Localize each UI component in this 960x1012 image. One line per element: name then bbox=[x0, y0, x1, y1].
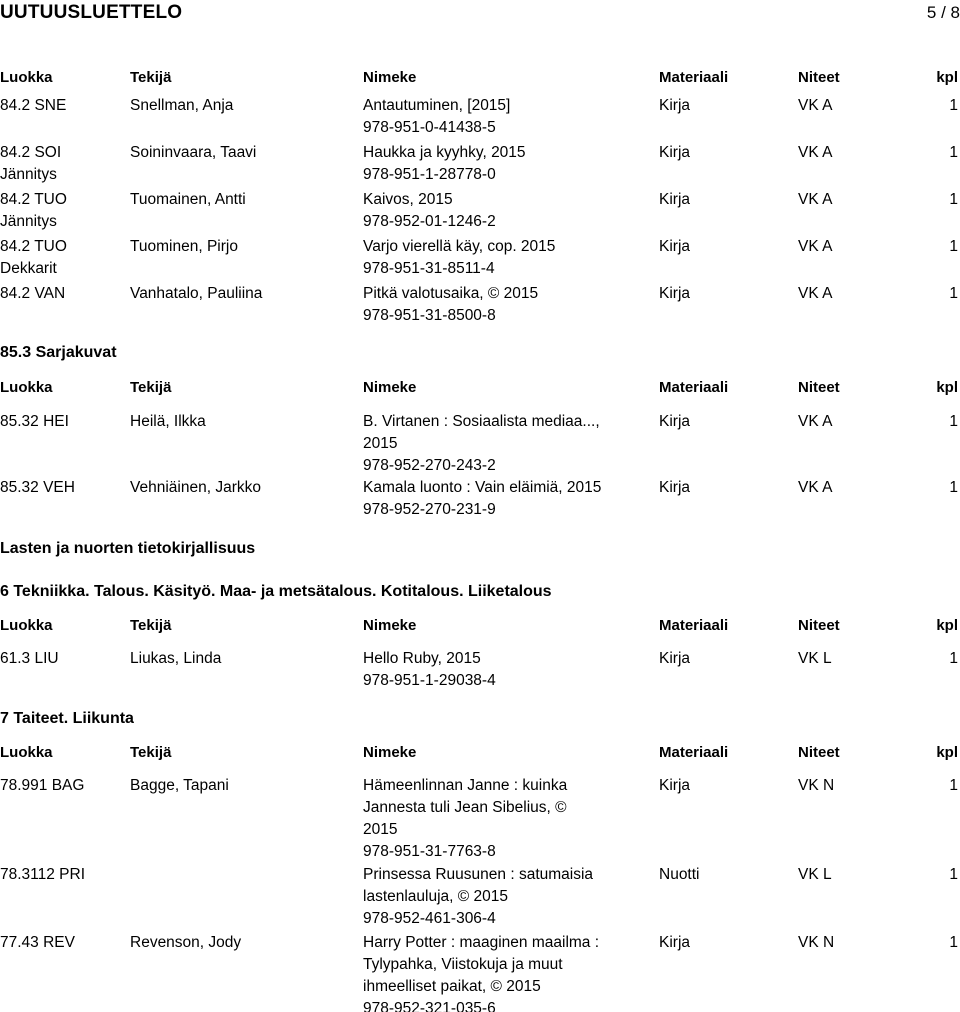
cell-kpl: 1 bbox=[949, 191, 958, 208]
cell-luokka bbox=[0, 283, 125, 305]
cell-nimeke-line: Jannesta tuli Jean Sibelius, © bbox=[363, 799, 567, 816]
cell-niteet: VK L bbox=[798, 866, 832, 883]
cell-nimeke bbox=[363, 775, 648, 863]
cell-niteet: VK A bbox=[798, 238, 833, 255]
column-header-row bbox=[0, 742, 960, 764]
cell-kpl: 1 bbox=[949, 866, 958, 883]
cell-luokka-line: Jännitys bbox=[0, 166, 57, 183]
cell-kpl: 1 bbox=[949, 97, 958, 114]
cell-nimeke-line: 978-952-01-1246-2 bbox=[363, 213, 496, 230]
cell-materiaali: Kirja bbox=[659, 144, 691, 161]
cell-niteet: VK A bbox=[798, 191, 833, 208]
cell-tekija: Snellman, Anja bbox=[130, 97, 234, 114]
col-header-niteet: Niteet bbox=[798, 379, 840, 396]
cell-luokka bbox=[0, 648, 125, 670]
cell-nimeke-line: 978-951-31-8500-8 bbox=[363, 307, 496, 324]
cell-tekija: Vanhatalo, Pauliina bbox=[130, 285, 263, 302]
col-header-niteet: Niteet bbox=[798, 744, 840, 761]
cell-tekija: Heilä, Ilkka bbox=[130, 413, 206, 430]
cell-nimeke bbox=[363, 932, 648, 1012]
cell-nimeke bbox=[363, 236, 648, 280]
cell-luokka-line: 84.2 SNE bbox=[0, 97, 67, 114]
cell-nimeke-line: Antautuminen, [2015] bbox=[363, 97, 511, 114]
cell-nimeke-line: Kaivos, 2015 bbox=[363, 191, 453, 208]
cell-luokka bbox=[0, 864, 125, 886]
col-header-kpl: kpl bbox=[936, 69, 958, 86]
cell-luokka-line: 84.2 SOI bbox=[0, 144, 62, 161]
cell-nimeke-line: Tylypahka, Viistokuja ja muut bbox=[363, 956, 563, 973]
cell-luokka-line: 61.3 LIU bbox=[0, 650, 59, 667]
cell-kpl: 1 bbox=[949, 479, 958, 496]
cell-luokka-line: 84.2 TUO bbox=[0, 191, 67, 208]
cell-materiaali: Kirja bbox=[659, 285, 691, 302]
cell-materiaali: Kirja bbox=[659, 191, 691, 208]
col-header-luokka: Luokka bbox=[0, 744, 53, 761]
col-header-kpl: kpl bbox=[936, 744, 958, 761]
cell-materiaali: Kirja bbox=[659, 777, 691, 794]
cell-tekija: Bagge, Tapani bbox=[130, 777, 229, 794]
col-header-nimeke: Nimeke bbox=[363, 744, 417, 761]
cell-niteet: VK N bbox=[798, 777, 835, 794]
cell-nimeke-line: 978-952-461-306-4 bbox=[363, 910, 496, 927]
cell-nimeke-line: lastenlauluja, © 2015 bbox=[363, 888, 508, 905]
cell-nimeke bbox=[363, 648, 648, 692]
cell-nimeke-line: Prinsessa Ruusunen : satumaisia bbox=[363, 866, 594, 883]
cell-nimeke-line: Pitkä valotusaika, © 2015 bbox=[363, 285, 539, 302]
col-header-luokka: Luokka bbox=[0, 69, 53, 86]
cell-nimeke bbox=[363, 477, 648, 521]
cell-luokka-line: Jännitys bbox=[0, 213, 57, 230]
cell-nimeke-line: B. Virtanen : Sosiaalista mediaa..., bbox=[363, 413, 600, 430]
page-number: 5 / 8 bbox=[926, 3, 960, 22]
cell-tekija: Tuominen, Pirjo bbox=[130, 238, 238, 255]
cell-nimeke-line: 978-952-270-231-9 bbox=[363, 501, 496, 518]
col-header-nimeke: Nimeke bbox=[363, 379, 417, 396]
cell-materiaali: Kirja bbox=[659, 413, 691, 430]
cell-niteet: VK A bbox=[798, 97, 833, 114]
column-header-row bbox=[0, 615, 960, 637]
section-title-sarjakuvat: 85.3 Sarjakuvat bbox=[0, 344, 117, 361]
cell-tekija: Liukas, Linda bbox=[130, 650, 222, 667]
cell-luokka bbox=[0, 411, 125, 433]
cell-nimeke-line: Hämeenlinnan Janne : kuinka bbox=[363, 777, 568, 794]
cell-kpl: 1 bbox=[949, 144, 958, 161]
document-title: UUTUUSLUETTELO bbox=[0, 2, 183, 23]
cell-nimeke-line: Haukka ja kyyhky, 2015 bbox=[363, 144, 526, 161]
cell-luokka-line: 84.2 TUO bbox=[0, 238, 67, 255]
col-header-materiaali: Materiaali bbox=[659, 744, 729, 761]
col-header-luokka: Luokka bbox=[0, 379, 53, 396]
col-header-materiaali: Materiaali bbox=[659, 69, 729, 86]
cell-nimeke-line: 978-951-0-41438-5 bbox=[363, 119, 496, 136]
cell-nimeke-line: 2015 bbox=[363, 821, 398, 838]
cell-tekija: Soininvaara, Taavi bbox=[130, 144, 257, 161]
cell-kpl: 1 bbox=[949, 238, 958, 255]
cell-tekija: Revenson, Jody bbox=[130, 934, 242, 951]
cell-materiaali: Kirja bbox=[659, 97, 691, 114]
col-header-nimeke: Nimeke bbox=[363, 617, 417, 634]
col-header-luokka: Luokka bbox=[0, 617, 53, 634]
cell-nimeke-line: 978-951-31-8511-4 bbox=[363, 260, 495, 277]
cell-luokka-line: 84.2 VAN bbox=[0, 285, 66, 302]
col-header-kpl: kpl bbox=[936, 379, 958, 396]
cell-nimeke-line: ihmeelliset paikat, © 2015 bbox=[363, 978, 541, 995]
cell-kpl: 1 bbox=[949, 650, 958, 667]
cell-niteet: VK N bbox=[798, 934, 835, 951]
cell-luokka bbox=[0, 189, 125, 233]
cell-niteet: VK A bbox=[798, 413, 833, 430]
cell-nimeke bbox=[363, 142, 648, 186]
cell-nimeke bbox=[363, 864, 648, 930]
col-header-kpl: kpl bbox=[936, 617, 958, 634]
cell-nimeke-line: Hello Ruby, 2015 bbox=[363, 650, 481, 667]
cell-niteet: VK A bbox=[798, 144, 833, 161]
cell-luokka-line: 77.43 REV bbox=[0, 934, 75, 951]
col-header-tekija: Tekijä bbox=[130, 379, 172, 396]
cell-materiaali: Kirja bbox=[659, 238, 691, 255]
cell-nimeke bbox=[363, 189, 648, 233]
cell-kpl: 1 bbox=[949, 285, 958, 302]
cell-luokka-line: 78.991 BAG bbox=[0, 777, 85, 794]
cell-nimeke bbox=[363, 411, 648, 477]
cell-niteet: VK L bbox=[798, 650, 832, 667]
cell-niteet: VK A bbox=[798, 285, 833, 302]
cell-luokka bbox=[0, 142, 125, 186]
cell-kpl: 1 bbox=[949, 413, 958, 430]
cell-nimeke-line: 978-952-321-035-6 bbox=[363, 1000, 496, 1012]
col-header-materiaali: Materiaali bbox=[659, 617, 729, 634]
col-header-tekija: Tekijä bbox=[130, 69, 172, 86]
cell-nimeke-line: 2015 bbox=[363, 435, 398, 452]
column-header-row bbox=[0, 377, 960, 399]
col-header-tekija: Tekijä bbox=[130, 744, 172, 761]
cell-nimeke-line: 978-951-31-7763-8 bbox=[363, 843, 496, 860]
cell-luokka bbox=[0, 95, 125, 117]
cell-luokka bbox=[0, 932, 125, 954]
cell-tekija: Vehniäinen, Jarkko bbox=[130, 479, 261, 496]
cell-nimeke-line: Varjo vierellä käy, cop. 2015 bbox=[363, 238, 556, 255]
cell-luokka-line: Dekkarit bbox=[0, 260, 57, 277]
column-header-row bbox=[0, 67, 960, 89]
col-header-materiaali: Materiaali bbox=[659, 379, 729, 396]
section-title-taiteet: 7 Taiteet. Liikunta bbox=[0, 710, 134, 727]
cell-nimeke-line: Kamala luonto : Vain eläimiä, 2015 bbox=[363, 479, 602, 496]
cell-nimeke-line: 978-951-1-28778-0 bbox=[363, 166, 496, 183]
cell-nimeke-line: 978-951-1-29038-4 bbox=[363, 672, 496, 689]
cell-nimeke bbox=[363, 283, 648, 327]
cell-niteet: VK A bbox=[798, 479, 833, 496]
cell-materiaali: Nuotti bbox=[659, 866, 700, 883]
cell-materiaali: Kirja bbox=[659, 650, 691, 667]
cell-luokka bbox=[0, 775, 125, 797]
section-title-lasten: Lasten ja nuorten tietokirjallisuus bbox=[0, 540, 256, 557]
cell-nimeke bbox=[363, 95, 648, 139]
cell-kpl: 1 bbox=[949, 934, 958, 951]
col-header-nimeke: Nimeke bbox=[363, 69, 417, 86]
cell-kpl: 1 bbox=[949, 777, 958, 794]
col-header-niteet: Niteet bbox=[798, 617, 840, 634]
cell-nimeke-line: Harry Potter : maaginen maailma : bbox=[363, 934, 600, 951]
cell-materiaali: Kirja bbox=[659, 934, 691, 951]
cell-materiaali: Kirja bbox=[659, 479, 691, 496]
cell-nimeke-line: 978-952-270-243-2 bbox=[363, 457, 496, 474]
cell-tekija: Tuomainen, Antti bbox=[130, 191, 246, 208]
col-header-niteet: Niteet bbox=[798, 69, 840, 86]
section-title-tekniikka: 6 Tekniikka. Talous. Käsityö. Maa- ja metsätalous. Kotitalous. Liiketalous bbox=[0, 583, 552, 600]
col-header-tekija: Tekijä bbox=[130, 617, 172, 634]
page-header bbox=[0, 0, 960, 26]
cell-luokka bbox=[0, 477, 125, 499]
cell-luokka-line: 85.32 VEH bbox=[0, 479, 75, 496]
cell-luokka-line: 85.32 HEI bbox=[0, 413, 69, 430]
cell-luokka-line: 78.3112 PRI bbox=[0, 866, 86, 883]
cell-luokka bbox=[0, 236, 125, 280]
